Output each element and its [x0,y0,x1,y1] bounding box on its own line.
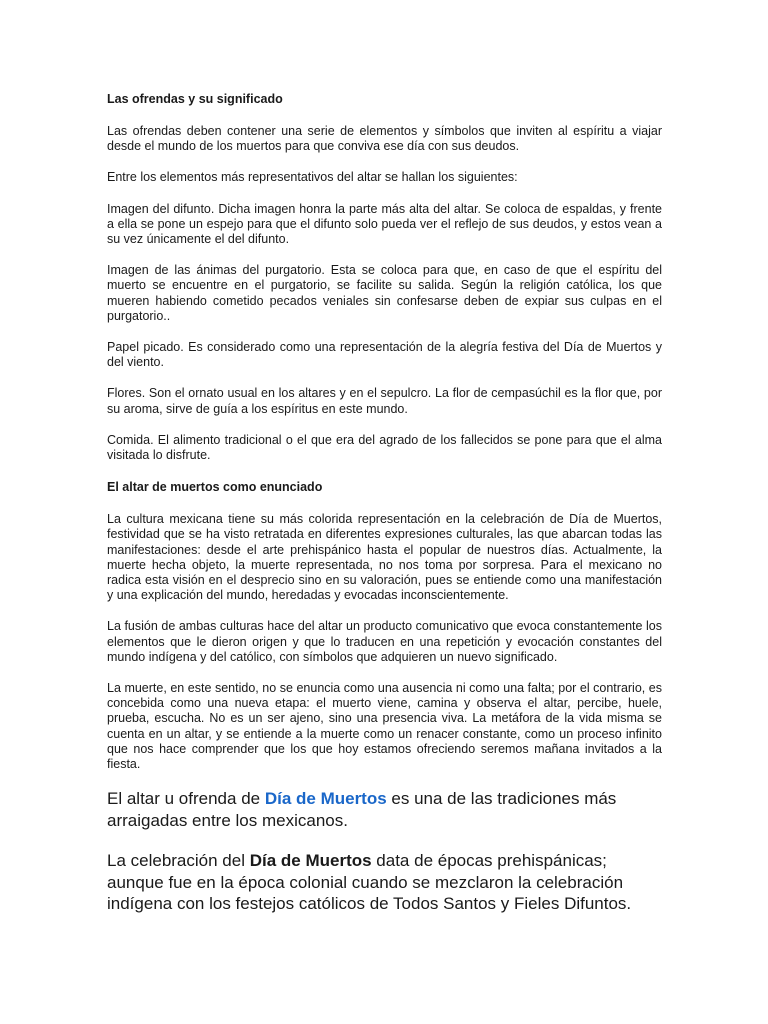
large-text-after: data de épocas prehispánicas; aunque fue en la época colonial cuando se mezclaron la celebración indígena con los festejos católicos de Todos Santos y Fieles Difuntos. [107,851,632,914]
paragraph-muerte: La muerte, en este sentido, no se enuncia como una ausencia ni como una falta; por el contrario, es concebida como una nueva etapa: el muerto viene, camina y observa el altar, percibe, huele, prueba, escucha. No es un ser ajeno, sino una presencia viva. La metáfora de la vida misma se cuenta en un altar, y se entiende a la muerte como un renacer constante, como un proceso infinito que nos hace comprender que los que hoy estamos ofreciendo seremos mañana invitados a la fiesta. [107,681,662,772]
large-text-after: es una de las tradiciones más arraigadas entre los mexicanos. [107,789,617,830]
paragraph-fusion: La fusión de ambas culturas hace del altar un producto comunicativo que evoca constantemente los elementos que le dieron origen y que lo traducen en una repetición y evocación constantes del mundo indígena y del católico, con símbolos que adquieren un nuevo significado. [107,619,662,664]
large-text-before: El altar u ofrenda de [107,789,265,809]
paragraph-cultura: La cultura mexicana tiene su más colorida representación en la celebración de Día de Muertos, festividad que se ha visto retratada en diferentes expresiones culturales, las que abarcan todas las manifestaciones: desde el arte prehispánico hasta el popular de nuestros días. Actualmente, la muerte hecha objeto, la muerte representada, no nos toma por sorpresa. Para el mexicano no radica esta visión en el desprecio sino en su valoración, pues se entiende como una manifestación y una explicación del mundo, heredadas y evocadas inconscientemente. [107,512,662,603]
dia-de-muertos-bold: Día de Muertos [249,851,372,871]
large-text-before: La celebración del [107,851,250,871]
paragraph-intro: Las ofrendas deben contener una serie de elementos y símbolos que inviten al espíritu a viajar desde el mundo de los muertos para que conviva ese día con sus deudos. [107,124,662,154]
paragraph-flores: Flores. Son el ornato usual en los altares y en el sepulcro. La flor de cempasúchil es la flor que, por su aroma, sirve de guía a los espíritus en este mundo. [107,386,662,416]
dia-de-muertos-link[interactable]: Día de Muertos [264,789,387,809]
large-paragraph-altar [107,788,647,831]
document-page [107,91,662,934]
paragraph-comida: Comida. El alimento tradicional o el que era del agrado de los fallecidos se pone para que el alma visitada lo disfrute. [107,432,662,463]
large-paragraph-celebracion [107,850,647,915]
paragraph-animas: Imagen de las ánimas del purgatorio. Esta se coloca para que, en caso de que el espíritu del muerto se encuentre en el purgatorio, se facilite su salida. Según la religión católica, los que mueren habiendo cometido pecados veniales sin confesarse deben de expiar sus culpas en el purgatorio.. [107,263,662,323]
section-heading-altar: El altar de muertos como enunciado [107,480,323,495]
paragraph-papel-picado: Papel picado. Es considerado como una representación de la alegría festiva del Día de Muertos y del viento. [107,340,662,370]
section-heading-ofrendas: Las ofrendas y su significado [107,92,283,106]
paragraph-elements: Entre los elementos más representativos del altar se hallan los siguientes: [107,170,518,185]
paragraph-imagen-difunto: Imagen del difunto. Dicha imagen honra la parte más alta del altar. Se coloca de espaldas, y frente a ella se pone un espejo para que el difunto solo pueda ver el reflejo de sus deudos, y estos vean a su vez únicamente el del difunto. [107,201,662,247]
